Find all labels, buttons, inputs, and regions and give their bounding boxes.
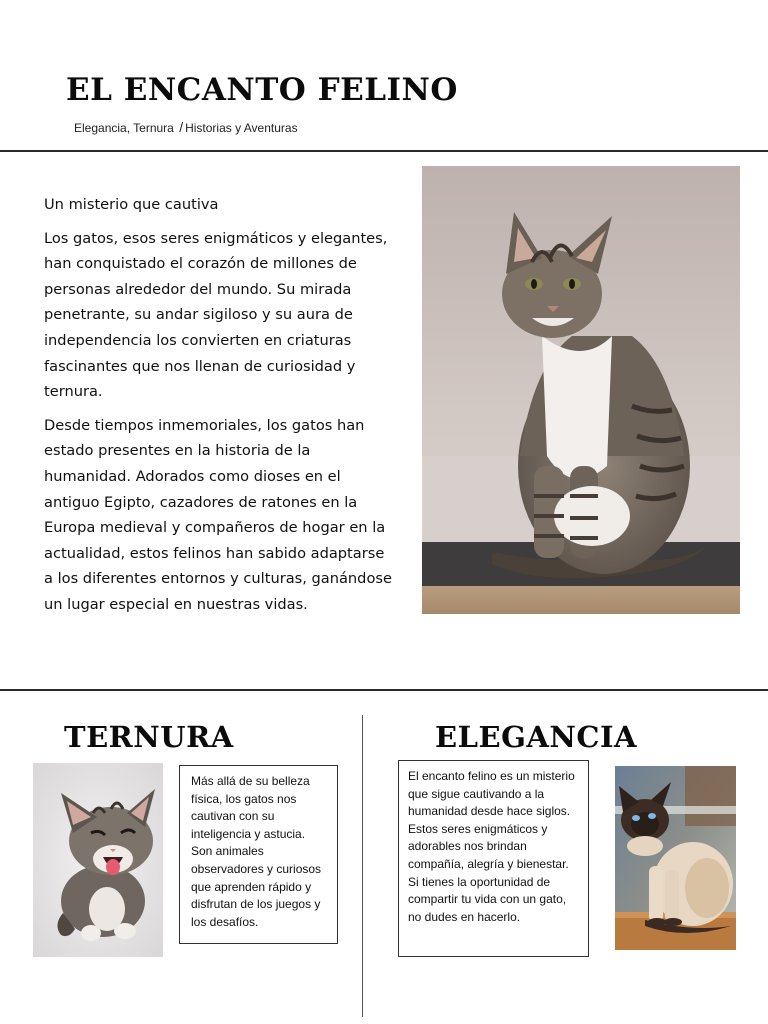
elegancia-text: El encanto felino es un misterio que sigue cautivando a la humanidad desde hace siglos. Estos seres enigmáticos y adorables nos brindan compañía, alegría y bienestar. Si tienes la oportunidad de compartir tu vida con un gato, no dudes en hacerlo. [408,769,575,924]
kitten-photo [33,763,163,957]
intro-heading: Un misterio que cautiva [44,196,219,213]
header-divider [0,150,768,152]
page-subtitle [74,119,298,135]
elegancia-textbox [398,760,589,957]
ternura-text: Más allá de su belleza física, los gatos nos cautivan con su inteligencia y astucia. Son animales observadores y curiosos que aprenden rápido y disfrutan de los juegos y los desafíos. [191,774,322,929]
ternura-title: TERNURA [64,720,234,754]
intro-paragraph-2: Desde tiempos inmemoriales, los gatos han estado presentes en la historia de la humanidad. Adorados como dioses en el antiguo Egipto, cazadores de ratones en la Europa medieval y compañeros de hogar en la actualidad, estos felinos han sabido adaptarse a los diferentes entornos y culturas, ganándose un lugar especial en nuestras vidas. [44,416,392,613]
subtitle-section: Historias y Aventuras [185,121,298,135]
column-divider [362,715,363,1017]
section-divider [0,689,768,691]
ternura-textbox [179,765,338,944]
tabby-cat-photo [422,166,740,614]
subtitle-separator: / [179,119,184,135]
page-title: EL ENCANTO FELINO [66,72,458,108]
elegancia-title: ELEGANCIA [435,720,638,754]
intro-paragraph-1: Los gatos, esos seres enigmáticos y elegantes, han conquistado el corazón de millones de personas alrededor del mundo. Su mirada penetrante, su andar sigiloso y su aura de independencia los convierten en criaturas fascinantes que nos llenan de curiosidad y ternura. [44,229,388,401]
siamese-cat-photo [615,766,736,950]
subtitle-topics: Elegancia, Ternura [74,121,174,135]
intro-article [44,192,396,626]
